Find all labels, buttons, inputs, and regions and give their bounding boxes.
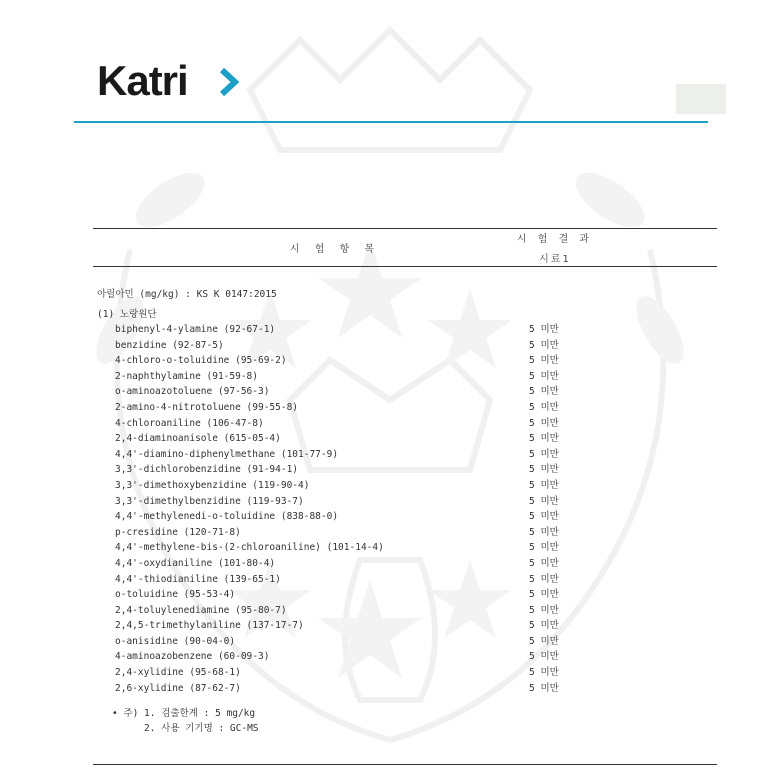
column-header-item: 시 험 항 목 — [289, 244, 381, 255]
table-row — [115, 603, 595, 619]
table-row — [115, 447, 595, 463]
footnotes — [112, 706, 259, 736]
result-value: 5 미만 — [529, 557, 559, 569]
table-row — [115, 322, 595, 338]
footnote-1: • 주) 1. 검출한계 : 5 mg/kg — [112, 708, 256, 719]
chevron-right-icon — [219, 67, 241, 97]
table-row — [115, 400, 595, 416]
table-row — [115, 509, 595, 525]
table-row — [115, 665, 595, 681]
substance-list — [115, 322, 595, 696]
result-value: 5 미만 — [529, 324, 559, 335]
table-bottom-rule — [93, 764, 717, 765]
substance-name: 3,3'-dimethoxybenzidine (119-90-4) — [115, 479, 310, 491]
table-row — [115, 494, 595, 510]
result-value: 5 미만 — [529, 448, 559, 460]
table-row — [115, 681, 595, 697]
logo-text: Katri — [97, 57, 188, 104]
result-value: 5 미만 — [529, 511, 559, 523]
footnote-2: 2. 사용 기기명 : GC-MS — [144, 723, 259, 734]
result-value: 5 미만 — [529, 620, 559, 632]
result-value: 5 미만 — [529, 464, 559, 476]
result-value: 5 미만 — [529, 370, 559, 382]
result-value: 5 미만 — [529, 417, 559, 429]
substance-name: 4-aminoazobenzene (60-09-3) — [115, 651, 270, 663]
result-value: 5 미만 — [529, 542, 559, 554]
table-row — [115, 618, 595, 634]
substance-name: 4,4'-diamino-diphenylmethane (101-77-9) — [115, 448, 339, 460]
result-value: 5 미만 — [529, 589, 559, 601]
substance-name: 4,4'-oxydianiline (101-80-4) — [115, 557, 276, 569]
result-value: 5 미만 — [529, 339, 559, 351]
result-value: 5 미만 — [529, 682, 559, 694]
substance-name: biphenyl-4-ylamine (92-67-1) — [115, 324, 276, 335]
table-row — [115, 338, 595, 354]
table-row — [115, 416, 595, 432]
table-row — [115, 462, 595, 478]
table-row — [115, 587, 595, 603]
substance-name: 4,4'-methylenedi-o-toluidine (838-88-0) — [115, 511, 339, 523]
result-value: 5 미만 — [529, 573, 559, 585]
substance-name: 3,3'-dimethylbenzidine (119-93-7) — [115, 495, 304, 507]
substance-name: benzidine (92-87-5) — [115, 339, 224, 351]
result-value: 5 미만 — [529, 355, 559, 367]
substance-name: 2,4-xylidine (95-68-1) — [115, 667, 241, 679]
result-value: 5 미만 — [529, 651, 559, 663]
table-row — [115, 649, 595, 665]
test-method: 아릴아민 (mg/kg) : KS K 0147:2015 — [97, 289, 277, 300]
table-row — [115, 540, 595, 556]
table-row — [115, 525, 595, 541]
result-value: 5 미만 — [529, 495, 559, 507]
sample-group: (1) 노랑원단 — [97, 309, 157, 320]
result-value: 5 미만 — [529, 401, 559, 413]
substance-name: 4-chloro-o-toluidine (95-69-2) — [115, 355, 287, 367]
substance-name: p-cresidine (120-71-8) — [115, 526, 241, 538]
substance-name: 2,4-toluylenediamine (95-80-7) — [115, 604, 287, 616]
table-row — [115, 369, 595, 385]
result-value: 5 미만 — [529, 635, 559, 647]
result-value: 5 미만 — [529, 386, 559, 398]
substance-name: 4,4'-thiodianiline (139-65-1) — [115, 573, 281, 585]
substance-name: 2-amino-4-nitrotoluene (99-55-8) — [115, 401, 299, 413]
column-header-sample: 시료1 — [539, 254, 571, 265]
substance-name: 4,4'-methylene-bis-(2-chloroaniline) (101-14-4) — [115, 542, 384, 554]
result-value: 5 미만 — [529, 526, 559, 538]
table-row — [115, 353, 595, 369]
header-divider — [74, 121, 708, 123]
table-row — [115, 556, 595, 572]
table-header-rule — [93, 266, 717, 267]
substance-name: 2,4-diaminoanisole (615-05-4) — [115, 433, 281, 445]
substance-name: 2,6-xylidine (87-62-7) — [115, 682, 241, 694]
table-row — [115, 384, 595, 400]
result-value: 5 미만 — [529, 479, 559, 491]
substance-name: 4-chloroaniline (106-47-8) — [115, 417, 264, 429]
substance-name: o-anisidine (90-04-0) — [115, 635, 236, 647]
table-row — [115, 431, 595, 447]
substance-name: 2-naphthylamine (91-59-8) — [115, 370, 258, 382]
header-stamp-area — [676, 84, 726, 114]
table-row — [115, 634, 595, 650]
table-top-rule — [93, 228, 717, 229]
result-value: 5 미만 — [529, 433, 559, 445]
substance-name: 3,3'-dichlorobenzidine (91-94-1) — [115, 464, 299, 476]
result-value: 5 미만 — [529, 667, 559, 679]
substance-name: o-toluidine (95-53-4) — [115, 589, 236, 601]
table-row — [115, 572, 595, 588]
substance-name: 2,4,5-trimethylaniline (137-17-7) — [115, 620, 304, 632]
substance-name: o-aminoazotoluene (97-56-3) — [115, 386, 270, 398]
column-header-result: 시 험 결 과 — [516, 234, 594, 245]
table-row — [115, 478, 595, 494]
katri-logo — [97, 57, 188, 104]
result-value: 5 미만 — [529, 604, 559, 616]
